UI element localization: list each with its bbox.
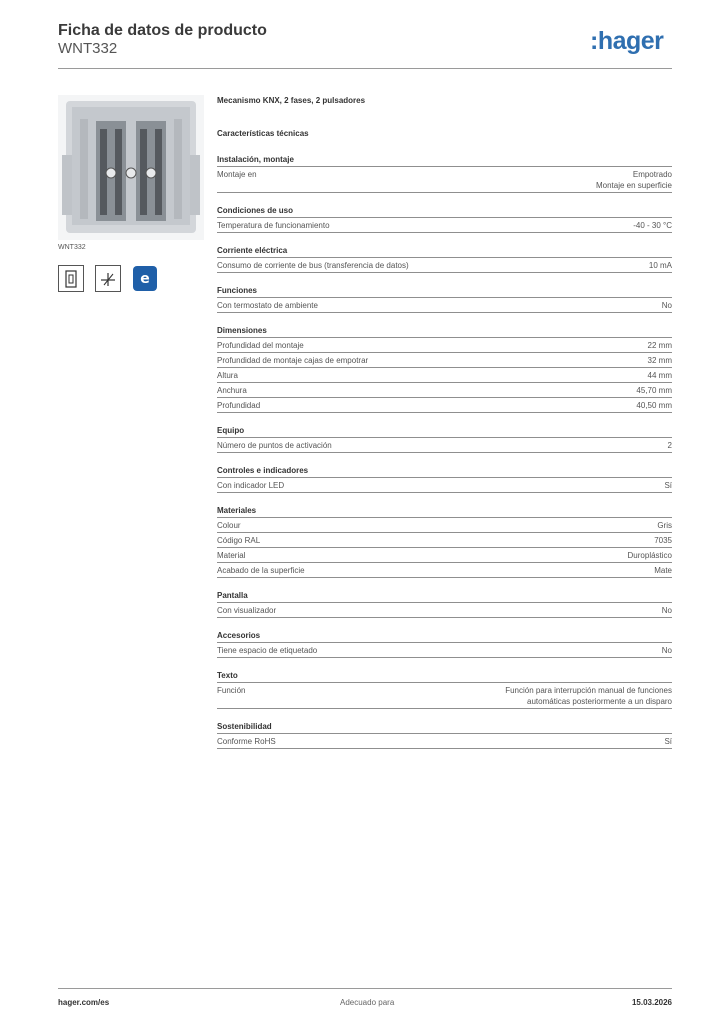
spec-label: Con visualizador (217, 606, 277, 615)
footer-date: 15.03.2026 (631, 998, 672, 1007)
spec-value (662, 605, 672, 616)
spec-row (217, 218, 672, 233)
spec-value (668, 440, 672, 451)
footer-divider (58, 988, 672, 989)
section-title: Dimensiones (217, 325, 672, 338)
spec-value-line: Gris (657, 521, 672, 530)
spec-row (217, 683, 672, 709)
spec-value-line: 22 mm (647, 341, 672, 350)
section-title: Texto (217, 670, 672, 683)
spec-section (217, 465, 672, 493)
spec-value-line: 10 mA (648, 261, 672, 270)
spec-row (217, 533, 672, 548)
spec-label: Anchura (217, 386, 247, 395)
spec-section (217, 205, 672, 233)
specs-column (217, 95, 672, 749)
spec-row (217, 258, 672, 273)
section-title: Materiales (217, 505, 672, 518)
spec-value-line: 32 mm (647, 356, 672, 365)
spec-label: Material (217, 551, 246, 560)
spec-label: Tiene espacio de etiquetado (217, 646, 318, 655)
spec-label: Número de puntos de activación (217, 441, 332, 450)
certification-icons (58, 265, 158, 292)
section-title: Instalación, montaje (217, 154, 672, 167)
spec-label: Profundidad del montaje (217, 341, 304, 350)
spec-value-line: Empotrado (632, 170, 672, 179)
product-name: Mecanismo KNX, 2 fases, 2 pulsadores (217, 96, 366, 105)
svg-text:e: e (140, 271, 150, 287)
spec-label: Altura (217, 371, 238, 380)
spec-label: Montaje en (217, 170, 257, 179)
footer-suitable-for: Adecuado para (340, 998, 395, 1007)
spec-label: Consumo de corriente de bus (transferencia de datos) (217, 261, 409, 270)
spec-value-line: Mate (654, 566, 672, 575)
footer-website: hager.com/es (58, 998, 110, 1007)
spec-section (217, 590, 672, 618)
spec-value (648, 370, 672, 381)
spec-value-line: automáticas posteriormente a un disparo (527, 697, 672, 706)
spec-value (664, 736, 672, 747)
spec-value-line: Montaje en superficie (595, 181, 672, 190)
spec-value (628, 550, 672, 561)
eco-label-icon (132, 265, 158, 292)
spec-label: Temperatura de funcionamiento (217, 221, 330, 230)
spec-label: Acabado de la superficie (217, 566, 305, 575)
section-title: Condiciones de uso (217, 205, 672, 218)
spec-row (217, 167, 672, 193)
product-image-caption: WNT332 (58, 244, 86, 251)
spec-value-line: No (661, 606, 672, 615)
spec-label: Colour (217, 521, 241, 530)
spec-value (636, 400, 672, 411)
spec-value-line: -40 - 30 °C (633, 221, 672, 230)
spec-value (662, 645, 672, 656)
spec-section (217, 630, 672, 658)
spec-row (217, 298, 672, 313)
spec-value-line: Sí (664, 481, 672, 490)
spec-value-line: Sí (664, 737, 672, 746)
product-image (58, 95, 204, 240)
spec-value (505, 685, 672, 707)
product-reference: WNT332 (58, 40, 118, 57)
spec-value (633, 220, 672, 231)
section-title: Accesorios (217, 630, 672, 643)
spec-value (649, 260, 672, 271)
spec-row (217, 353, 672, 368)
spec-section (217, 670, 672, 709)
spec-label: Profundidad de montaje cajas de empotrar (217, 356, 369, 365)
page-title: Ficha de datos de producto (58, 22, 267, 39)
section-title: Pantalla (217, 590, 672, 603)
spec-section (217, 245, 672, 273)
header-divider (58, 68, 672, 69)
spec-label: Profundidad (217, 401, 261, 410)
spec-row (217, 398, 672, 413)
spec-row (217, 603, 672, 618)
spec-value (664, 480, 672, 491)
spec-value-line: 7035 (654, 536, 672, 545)
section-title: Sostenibilidad (217, 721, 672, 734)
spec-section (217, 721, 672, 749)
spec-sections (217, 154, 672, 749)
spec-section (217, 425, 672, 453)
spec-row (217, 338, 672, 353)
spec-value (636, 385, 672, 396)
spec-value (657, 520, 672, 531)
spec-value-line: Función para interrupción manual de funciones (505, 686, 672, 695)
spec-section (217, 285, 672, 313)
knx-device-icon (95, 265, 121, 292)
spec-label: Código RAL (217, 536, 261, 545)
spec-value-line: 44 mm (647, 371, 672, 380)
spec-row (217, 563, 672, 578)
hager-logo: :hager (590, 27, 664, 55)
spec-value-line: Duroplástico (627, 551, 672, 560)
spec-row (217, 368, 672, 383)
spec-value (596, 169, 672, 191)
spec-section (217, 154, 672, 193)
spec-value (654, 535, 672, 546)
spec-row (217, 478, 672, 493)
spec-row (217, 518, 672, 533)
spec-label: Con termostato de ambiente (217, 301, 318, 310)
section-title: Equipo (217, 425, 672, 438)
knx-module-icon (58, 265, 84, 292)
spec-value (648, 355, 672, 366)
spec-label: Con indicador LED (217, 481, 285, 490)
tech-characteristics-title: Características técnicas (217, 129, 309, 138)
spec-value-line: No (661, 301, 672, 310)
section-title: Funciones (217, 285, 672, 298)
spec-value (662, 300, 672, 311)
spec-value-line: 40,50 mm (636, 401, 672, 410)
spec-section (217, 325, 672, 413)
spec-label: Función (217, 686, 246, 695)
spec-value-line: No (661, 646, 672, 655)
spec-value (654, 565, 672, 576)
section-title: Corriente eléctrica (217, 245, 672, 258)
spec-value-line: 45,70 mm (636, 386, 672, 395)
spec-row (217, 383, 672, 398)
spec-row (217, 438, 672, 453)
section-title: Controles e indicadores (217, 465, 672, 478)
spec-row (217, 643, 672, 658)
spec-label: Conforme RoHS (217, 737, 276, 746)
spec-row (217, 548, 672, 563)
spec-value (648, 340, 672, 351)
spec-value-line: 2 (667, 441, 672, 450)
spec-section (217, 505, 672, 578)
spec-row (217, 734, 672, 749)
